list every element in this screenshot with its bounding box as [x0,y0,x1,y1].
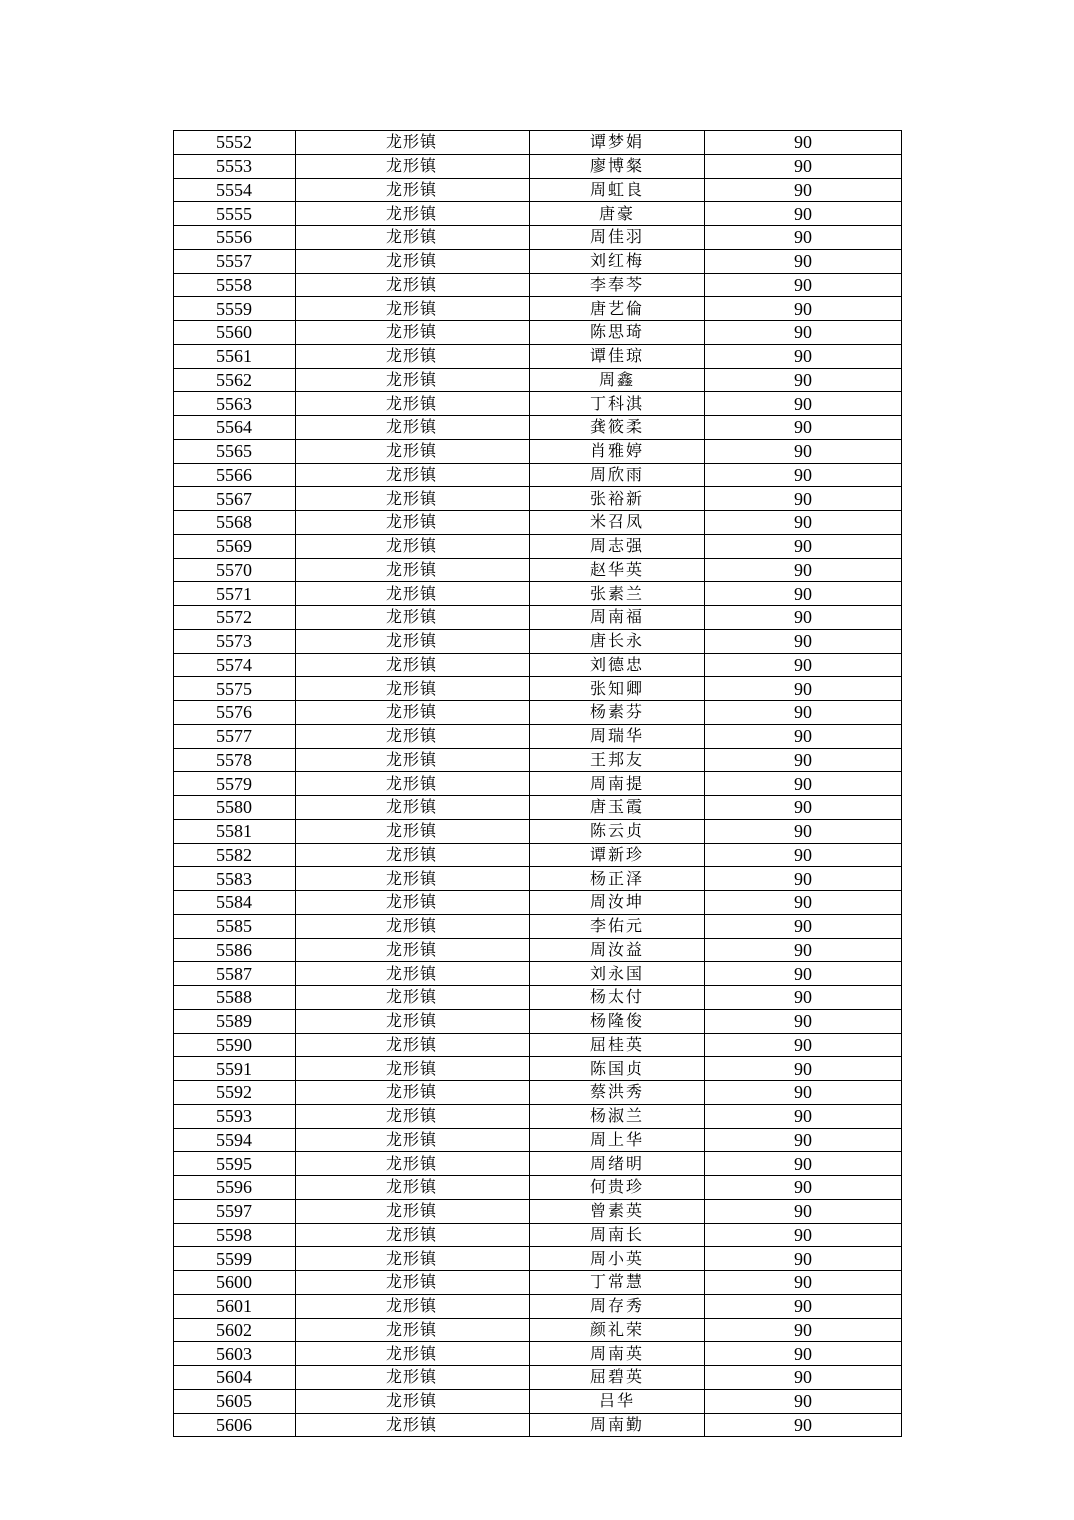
row-number-cell: 5573 [174,629,296,653]
town-cell: 龙形镇 [296,1271,530,1295]
row-number-cell: 5554 [174,178,296,202]
row-number-cell: 5569 [174,534,296,558]
table-row [174,1128,902,1152]
town-cell: 龙形镇 [296,1128,530,1152]
table-row [174,511,902,535]
row-number-cell: 5575 [174,677,296,701]
name-cell: 王邦友 [530,748,705,772]
name-cell: 米召凤 [530,511,705,535]
name-cell: 周汝坤 [530,891,705,915]
table-row [174,914,902,938]
score-cell: 90 [705,701,902,725]
town-cell: 龙形镇 [296,487,530,511]
table-row [174,962,902,986]
town-cell: 龙形镇 [296,226,530,250]
table-row [174,677,902,701]
score-cell: 90 [705,1199,902,1223]
town-cell: 龙形镇 [296,392,530,416]
town-cell: 龙形镇 [296,986,530,1010]
name-cell: 陈思琦 [530,321,705,345]
table-row [174,1342,902,1366]
name-cell: 丁科淇 [530,392,705,416]
row-number-cell: 5565 [174,439,296,463]
score-cell: 90 [705,1081,902,1105]
town-cell: 龙形镇 [296,819,530,843]
score-cell: 90 [705,724,902,748]
town-cell: 龙形镇 [296,1104,530,1128]
row-number-cell: 5557 [174,249,296,273]
name-cell: 周汝益 [530,938,705,962]
row-number-cell: 5567 [174,487,296,511]
score-cell: 90 [705,1366,902,1390]
name-cell: 颜礼荣 [530,1318,705,1342]
score-cell: 90 [705,582,902,606]
town-cell: 龙形镇 [296,1389,530,1413]
row-number-cell: 5580 [174,796,296,820]
name-cell: 蔡洪秀 [530,1081,705,1105]
row-number-cell: 5593 [174,1104,296,1128]
score-cell: 90 [705,1033,902,1057]
row-number-cell: 5586 [174,938,296,962]
town-cell: 龙形镇 [296,938,530,962]
town-cell: 龙形镇 [296,748,530,772]
score-cell: 90 [705,273,902,297]
table-row [174,226,902,250]
name-cell: 李佑元 [530,914,705,938]
row-number-cell: 5604 [174,1366,296,1390]
row-number-cell: 5571 [174,582,296,606]
row-number-cell: 5594 [174,1128,296,1152]
name-cell: 周虹良 [530,178,705,202]
name-cell: 陈云贞 [530,819,705,843]
town-cell: 龙形镇 [296,131,530,155]
table-row [174,1199,902,1223]
table-row [174,1104,902,1128]
score-cell: 90 [705,986,902,1010]
score-cell: 90 [705,1223,902,1247]
name-cell: 周瑞华 [530,724,705,748]
table-row [174,1294,902,1318]
table-row [174,273,902,297]
table-row [174,938,902,962]
table-row [174,463,902,487]
score-cell: 90 [705,938,902,962]
row-number-cell: 5572 [174,606,296,630]
town-cell: 龙形镇 [296,796,530,820]
score-cell: 90 [705,891,902,915]
name-cell: 刘永国 [530,962,705,986]
score-cell: 90 [705,226,902,250]
score-cell: 90 [705,1152,902,1176]
town-cell: 龙形镇 [296,1009,530,1033]
table-row [174,558,902,582]
name-cell: 唐长永 [530,629,705,653]
town-cell: 龙形镇 [296,724,530,748]
table-row [174,1033,902,1057]
town-cell: 龙形镇 [296,1057,530,1081]
town-cell: 龙形镇 [296,1176,530,1200]
row-number-cell: 5568 [174,511,296,535]
table-row [174,986,902,1010]
score-cell: 90 [705,1009,902,1033]
score-cell: 90 [705,1413,902,1437]
table-row [174,392,902,416]
row-number-cell: 5596 [174,1176,296,1200]
name-cell: 谭佳琼 [530,344,705,368]
town-cell: 龙形镇 [296,1366,530,1390]
name-cell: 杨正泽 [530,867,705,891]
score-cell: 90 [705,392,902,416]
name-cell: 刘红梅 [530,249,705,273]
table-row [174,1271,902,1295]
score-cell: 90 [705,677,902,701]
table-row [174,1413,902,1437]
row-number-cell: 5589 [174,1009,296,1033]
table-row [174,1318,902,1342]
town-cell: 龙形镇 [296,463,530,487]
row-number-cell: 5598 [174,1223,296,1247]
name-cell: 周南英 [530,1342,705,1366]
row-number-cell: 5556 [174,226,296,250]
score-cell: 90 [705,914,902,938]
score-cell: 90 [705,1271,902,1295]
score-cell: 90 [705,1318,902,1342]
score-cell: 90 [705,796,902,820]
score-cell: 90 [705,178,902,202]
town-cell: 龙形镇 [296,344,530,368]
table-row [174,701,902,725]
town-cell: 龙形镇 [296,202,530,226]
name-cell: 屈桂英 [530,1033,705,1057]
name-cell: 杨太付 [530,986,705,1010]
row-number-cell: 5602 [174,1318,296,1342]
table-row [174,653,902,677]
town-cell: 龙形镇 [296,1247,530,1271]
name-cell: 张知卿 [530,677,705,701]
town-cell: 龙形镇 [296,606,530,630]
row-number-cell: 5588 [174,986,296,1010]
score-cell: 90 [705,653,902,677]
town-cell: 龙形镇 [296,914,530,938]
town-cell: 龙形镇 [296,867,530,891]
name-cell: 何贵珍 [530,1176,705,1200]
town-cell: 龙形镇 [296,891,530,915]
row-number-cell: 5577 [174,724,296,748]
name-cell: 龚筱柔 [530,416,705,440]
town-cell: 龙形镇 [296,653,530,677]
table-row [174,1176,902,1200]
table-row [174,178,902,202]
table-row [174,1389,902,1413]
row-number-cell: 5591 [174,1057,296,1081]
score-cell: 90 [705,344,902,368]
name-cell: 曾素英 [530,1199,705,1223]
row-number-cell: 5590 [174,1033,296,1057]
row-number-cell: 5583 [174,867,296,891]
row-number-cell: 5606 [174,1413,296,1437]
town-cell: 龙形镇 [296,772,530,796]
name-cell: 刘德忠 [530,653,705,677]
table-row [174,606,902,630]
table-row [174,1223,902,1247]
table-row [174,368,902,392]
row-number-cell: 5552 [174,131,296,155]
score-cell: 90 [705,1247,902,1271]
score-cell: 90 [705,606,902,630]
row-number-cell: 5574 [174,653,296,677]
town-cell: 龙形镇 [296,1413,530,1437]
table-row [174,487,902,511]
name-cell: 谭新珍 [530,843,705,867]
name-cell: 吕华 [530,1389,705,1413]
town-cell: 龙形镇 [296,1318,530,1342]
town-cell: 龙形镇 [296,1223,530,1247]
table-row [174,582,902,606]
row-number-cell: 5600 [174,1271,296,1295]
score-cell: 90 [705,154,902,178]
row-number-cell: 5570 [174,558,296,582]
row-number-cell: 5597 [174,1199,296,1223]
row-number-cell: 5555 [174,202,296,226]
row-number-cell: 5592 [174,1081,296,1105]
table-row [174,1057,902,1081]
row-number-cell: 5553 [174,154,296,178]
name-cell: 周南勤 [530,1413,705,1437]
row-number-cell: 5581 [174,819,296,843]
name-cell: 周存秀 [530,1294,705,1318]
name-cell: 廖博粲 [530,154,705,178]
score-cell: 90 [705,1176,902,1200]
row-number-cell: 5562 [174,368,296,392]
score-cell: 90 [705,1104,902,1128]
row-number-cell: 5559 [174,297,296,321]
table-row [174,1081,902,1105]
table-row [174,1366,902,1390]
row-number-cell: 5595 [174,1152,296,1176]
table-row [174,748,902,772]
table-row [174,344,902,368]
town-cell: 龙形镇 [296,558,530,582]
name-cell: 周鑫 [530,368,705,392]
row-number-cell: 5587 [174,962,296,986]
table-row [174,202,902,226]
name-cell: 周小英 [530,1247,705,1271]
score-cell: 90 [705,558,902,582]
name-cell: 周南长 [530,1223,705,1247]
score-cell: 90 [705,439,902,463]
town-cell: 龙形镇 [296,582,530,606]
town-cell: 龙形镇 [296,843,530,867]
table-row [174,297,902,321]
town-cell: 龙形镇 [296,321,530,345]
name-cell: 周南提 [530,772,705,796]
row-number-cell: 5560 [174,321,296,345]
score-cell: 90 [705,1389,902,1413]
name-cell: 谭梦娟 [530,131,705,155]
name-cell: 唐玉霞 [530,796,705,820]
score-cell: 90 [705,629,902,653]
town-cell: 龙形镇 [296,178,530,202]
name-cell: 周志强 [530,534,705,558]
table-row [174,867,902,891]
table-row [174,249,902,273]
town-cell: 龙形镇 [296,1081,530,1105]
town-cell: 龙形镇 [296,439,530,463]
row-number-cell: 5563 [174,392,296,416]
name-cell: 杨素芬 [530,701,705,725]
score-cell: 90 [705,819,902,843]
table-row [174,843,902,867]
row-number-cell: 5585 [174,914,296,938]
score-cell: 90 [705,1057,902,1081]
town-cell: 龙形镇 [296,1152,530,1176]
table-row [174,796,902,820]
town-cell: 龙形镇 [296,701,530,725]
row-number-cell: 5578 [174,748,296,772]
table-row [174,439,902,463]
table-row [174,1152,902,1176]
name-cell: 肖雅婷 [530,439,705,463]
name-cell: 屈碧英 [530,1366,705,1390]
row-number-cell: 5566 [174,463,296,487]
table-row [174,131,902,155]
score-cell: 90 [705,534,902,558]
score-cell: 90 [705,867,902,891]
town-cell: 龙形镇 [296,1342,530,1366]
score-cell: 90 [705,1128,902,1152]
name-cell: 唐艺倫 [530,297,705,321]
score-cell: 90 [705,511,902,535]
town-cell: 龙形镇 [296,629,530,653]
roster-table [173,130,902,1437]
town-cell: 龙形镇 [296,534,530,558]
town-cell: 龙形镇 [296,511,530,535]
score-cell: 90 [705,1294,902,1318]
name-cell: 杨隆俊 [530,1009,705,1033]
table-row [174,321,902,345]
name-cell: 丁常慧 [530,1271,705,1295]
town-cell: 龙形镇 [296,249,530,273]
name-cell: 唐豪 [530,202,705,226]
row-number-cell: 5564 [174,416,296,440]
name-cell: 赵华英 [530,558,705,582]
score-cell: 90 [705,131,902,155]
name-cell: 陈国贞 [530,1057,705,1081]
row-number-cell: 5605 [174,1389,296,1413]
table-row [174,1247,902,1271]
row-number-cell: 5582 [174,843,296,867]
score-cell: 90 [705,321,902,345]
score-cell: 90 [705,962,902,986]
score-cell: 90 [705,297,902,321]
name-cell: 周绪明 [530,1152,705,1176]
score-cell: 90 [705,202,902,226]
town-cell: 龙形镇 [296,273,530,297]
table-row [174,154,902,178]
score-cell: 90 [705,368,902,392]
row-number-cell: 5561 [174,344,296,368]
table-row [174,629,902,653]
town-cell: 龙形镇 [296,1294,530,1318]
table-row [174,534,902,558]
row-number-cell: 5603 [174,1342,296,1366]
row-number-cell: 5601 [174,1294,296,1318]
name-cell: 周南福 [530,606,705,630]
table-row [174,772,902,796]
score-cell: 90 [705,748,902,772]
name-cell: 周欣雨 [530,463,705,487]
score-cell: 90 [705,249,902,273]
name-cell: 张裕新 [530,487,705,511]
score-cell: 90 [705,487,902,511]
score-cell: 90 [705,772,902,796]
roster-table-body [174,131,902,1437]
name-cell: 周佳羽 [530,226,705,250]
score-cell: 90 [705,1342,902,1366]
table-row [174,1009,902,1033]
row-number-cell: 5579 [174,772,296,796]
name-cell: 杨淑兰 [530,1104,705,1128]
town-cell: 龙形镇 [296,1033,530,1057]
town-cell: 龙形镇 [296,416,530,440]
name-cell: 周上华 [530,1128,705,1152]
town-cell: 龙形镇 [296,368,530,392]
score-cell: 90 [705,463,902,487]
name-cell: 李奉芩 [530,273,705,297]
score-cell: 90 [705,416,902,440]
row-number-cell: 5576 [174,701,296,725]
town-cell: 龙形镇 [296,297,530,321]
row-number-cell: 5584 [174,891,296,915]
town-cell: 龙形镇 [296,677,530,701]
name-cell: 张素兰 [530,582,705,606]
score-cell: 90 [705,843,902,867]
row-number-cell: 5599 [174,1247,296,1271]
town-cell: 龙形镇 [296,154,530,178]
row-number-cell: 5558 [174,273,296,297]
table-row [174,891,902,915]
table-row [174,724,902,748]
town-cell: 龙形镇 [296,962,530,986]
table-row [174,416,902,440]
table-row [174,819,902,843]
town-cell: 龙形镇 [296,1199,530,1223]
